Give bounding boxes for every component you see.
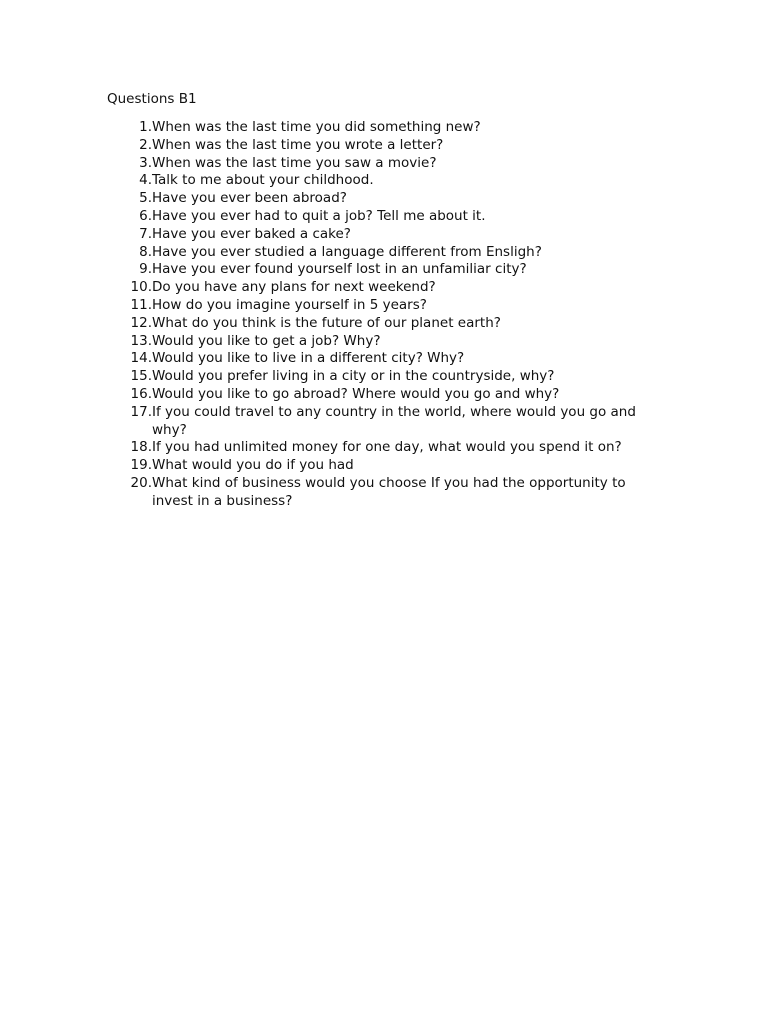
question-text: How do you imagine yourself in 5 years? — [152, 296, 427, 313]
question-number: 4. — [139, 172, 152, 189]
question-text: When was the last time you wrote a letter? — [152, 136, 444, 153]
question-number: 2. — [139, 136, 152, 153]
question-number: 10. — [130, 279, 152, 296]
question-item — [107, 457, 667, 475]
question-text: Would you like to get a job? Why? — [152, 332, 381, 349]
question-item — [107, 333, 667, 351]
question-number: 16. — [130, 385, 152, 402]
question-text: Do you have any plans for next weekend? — [152, 279, 436, 296]
question-item — [107, 226, 667, 244]
question-number: 11. — [130, 296, 152, 313]
question-item — [107, 279, 667, 297]
question-text: If you could travel to any country in the world, where would you go and why? — [152, 403, 636, 438]
question-number: 19. — [130, 457, 152, 474]
question-number: 8. — [139, 243, 152, 260]
question-text: Have you ever studied a language different from Ensligh? — [152, 243, 542, 260]
question-item — [107, 137, 667, 155]
question-item — [107, 439, 667, 457]
question-number: 1. — [139, 119, 152, 135]
question-item — [107, 297, 667, 315]
question-list — [107, 119, 667, 511]
document-title: Questions B1 — [107, 91, 197, 107]
question-text: Have you ever found yourself lost in an unfamiliar city? — [152, 261, 527, 278]
question-item — [107, 119, 667, 137]
question-text: Have you ever had to quit a job? Tell me about it. — [152, 207, 486, 224]
question-text: Have you ever baked a cake? — [152, 225, 351, 242]
question-number: 7. — [139, 225, 152, 242]
question-item — [107, 404, 667, 440]
question-number: 20. — [130, 474, 152, 491]
question-item — [107, 244, 667, 262]
question-text: If you had unlimited money for one day, what would you spend it on? — [152, 439, 622, 456]
question-number: 14. — [130, 350, 152, 367]
question-text: What would you do if you had — [152, 457, 354, 474]
question-item — [107, 350, 667, 368]
question-text: Would you like to go abroad? Where would you go and why? — [152, 385, 560, 402]
question-item — [107, 386, 667, 404]
question-number: 18. — [130, 439, 152, 456]
question-item — [107, 261, 667, 279]
question-text: Would you like to live in a different city? Why? — [152, 350, 465, 367]
question-number: 5. — [139, 190, 152, 207]
question-text: When was the last time you saw a movie? — [152, 154, 437, 171]
question-item — [107, 475, 667, 511]
question-text: What do you think is the future of our planet earth? — [152, 314, 501, 331]
question-item — [107, 208, 667, 226]
question-item — [107, 172, 667, 190]
question-number: 17. — [130, 403, 152, 420]
question-number: 6. — [139, 207, 152, 224]
question-text: When was the last time you did something new? — [152, 119, 481, 135]
question-text: What kind of business would you choose If you had the opportunity to invest in a business? — [152, 474, 626, 509]
question-number: 13. — [130, 332, 152, 349]
question-text: Have you ever been abroad? — [152, 190, 347, 207]
question-text: Talk to me about your childhood. — [152, 172, 374, 189]
question-item — [107, 315, 667, 333]
question-item — [107, 190, 667, 208]
question-number: 9. — [139, 261, 152, 278]
question-number: 12. — [130, 314, 152, 331]
question-number: 15. — [130, 368, 152, 385]
question-text: Would you prefer living in a city or in the countryside, why? — [152, 368, 555, 385]
question-number: 3. — [139, 154, 152, 171]
question-item — [107, 368, 667, 386]
question-item — [107, 155, 667, 173]
